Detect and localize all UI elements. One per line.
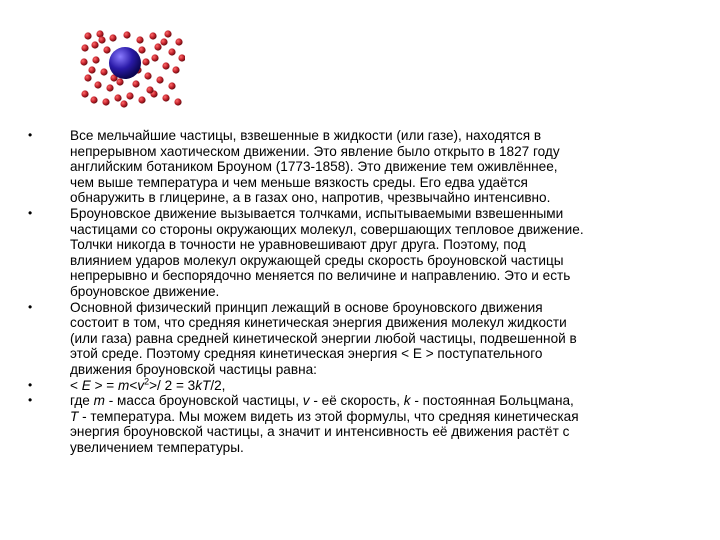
molecule-dot — [84, 32, 91, 39]
molecule-dot — [162, 62, 169, 69]
molecule-dot — [168, 48, 175, 55]
molecule-dot — [84, 74, 91, 81]
molecule-dot — [144, 72, 151, 79]
molecule-dot — [81, 90, 88, 97]
molecule-dot — [120, 100, 127, 107]
molecule-dot — [172, 66, 179, 73]
list-item — [20, 375, 710, 394]
molecule-dot — [109, 34, 116, 41]
molecule-dot — [162, 94, 169, 101]
molecule-dot — [154, 43, 161, 50]
paragraph-discovery: Все мельчайшие частицы, взвешенные в жидкости (или газе), находятся в непрерывном хаотическом движении. Это явление было открыто в 1827 году английским ботаником Броуном (1773-1858). Это движение тем оживлённее, чем выше температура и чем меньше вязкость среды. Его едва удаётся обнаружить в глицерине, а в газах оно, напротив, чрезвычайно интенсивно. — [70, 128, 560, 206]
molecule-dot — [146, 86, 153, 93]
molecule-dot — [92, 56, 99, 63]
list-item — [20, 300, 710, 378]
paragraph-cause: Броуновское движение вызывается толчками, испытываемыми взвешенными частицами со стороны окружающих молекул, совершающих тепловое движение. Толчки никогда в точности не уравновешивают друг друга. Поэтому, под влиянием ударов молекул окружающей среды скорость броуновской частицы непрерывно и беспорядочно меняется по величине и направлению. Это и есть броуновское движение. — [70, 205, 584, 299]
molecule-dot — [142, 58, 149, 65]
bullet-icon: • — [28, 377, 33, 392]
molecule-dot — [126, 92, 133, 99]
molecule-dot — [136, 36, 143, 43]
molecule-dot — [98, 36, 105, 43]
formula: < E > = $m<v^2>/$ 2 = 3kT/2, — [70, 375, 226, 393]
molecule-dot — [138, 96, 145, 103]
list-item — [20, 128, 710, 206]
molecule-dot — [106, 84, 113, 91]
molecule-dot — [123, 31, 130, 38]
molecule-dot — [175, 38, 182, 45]
brownian-motion-illustration — [80, 30, 185, 108]
molecule-dot — [103, 46, 110, 53]
brownian-particle — [109, 47, 141, 79]
molecule-dot — [91, 41, 98, 48]
paragraph-principle: Основной физический принцип лежащий в основе броуновского движения состоит в том, что средняя кинетическая энергия движения молекул жидкости (или газа) равна средней кинетической энергии любой частицы, подвешенной в этой среде. Поэтому средняя кинетическая энергия < E > поступательного движения броуновской частицы равна: — [70, 299, 577, 377]
molecule-dot — [174, 98, 181, 105]
molecule-dot — [138, 46, 145, 53]
bullet-list — [20, 128, 710, 455]
molecule-dot — [132, 80, 139, 87]
bullet-icon: • — [28, 128, 33, 142]
molecule-dot — [114, 94, 121, 101]
molecule-dot — [102, 98, 109, 105]
molecule-dot — [164, 30, 171, 37]
bullet-icon: • — [28, 393, 33, 408]
molecule-dot — [88, 66, 95, 73]
list-item — [20, 393, 710, 455]
list-item — [20, 206, 710, 300]
bullet-icon: • — [28, 205, 33, 220]
molecule-dot — [81, 44, 88, 51]
molecule-dot — [116, 78, 123, 85]
molecule-dot — [149, 32, 156, 39]
molecule-dot — [90, 96, 97, 103]
molecule-dot — [156, 76, 163, 83]
molecule-dot — [168, 82, 175, 89]
molecule-dot — [94, 81, 101, 88]
molecule-dot — [160, 38, 167, 45]
molecule-dot — [100, 68, 107, 75]
molecule-dot — [151, 54, 158, 61]
bullet-icon: • — [28, 299, 33, 314]
molecule-dot — [80, 58, 87, 65]
paragraph-explanation: где m - масса броуновской частицы, v - её скорость, k - постоянная Больцмана, T - температура. Мы можем видеть из этой формулы, что средняя кинетическая энергия броуновской частицы, а значит и интенсивность её движения растёт с увеличением температуры. — [70, 393, 579, 455]
molecule-dot — [178, 54, 185, 61]
